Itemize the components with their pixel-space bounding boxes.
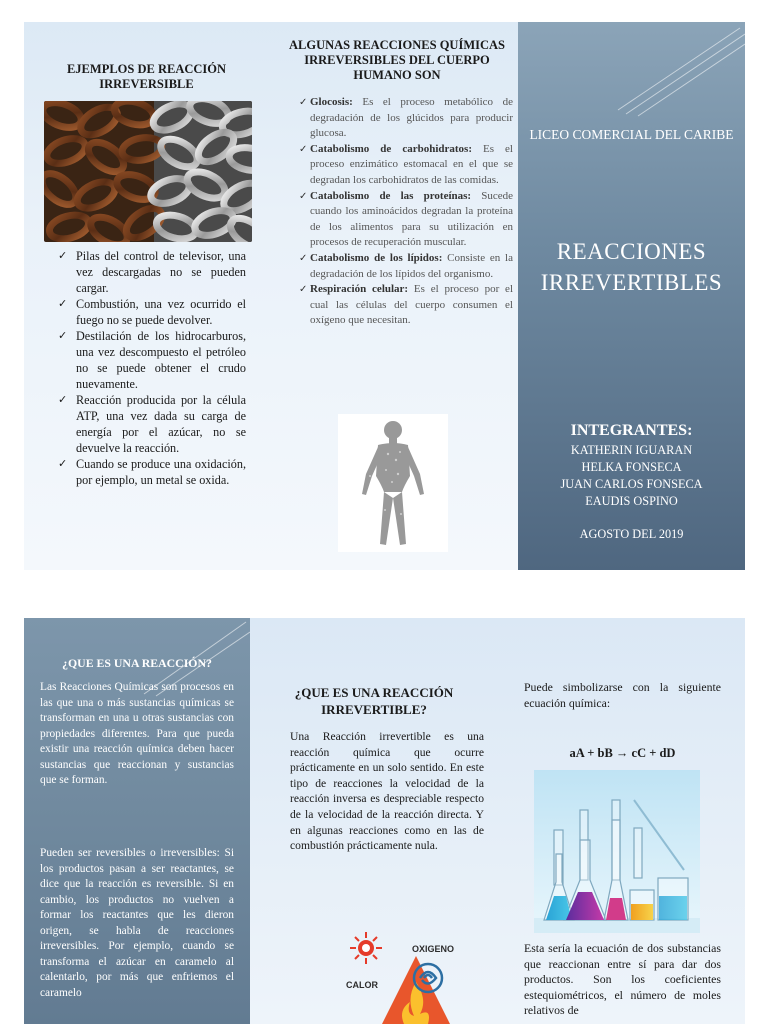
list-item: ✓ Pilas del control de televisor, una vez descargadas no se pueden cargar. [58, 249, 246, 295]
heat-label: CALOR [346, 980, 378, 990]
checkmark-icon: ✓ [58, 249, 68, 262]
member-name: KATHERIN IGUARAN [570, 443, 693, 457]
list-item: ✓ Cuando se produce una oxidación, por ejemplo, un metal se oxida. [58, 457, 246, 487]
irreversible-definition-text: Una Reacción irrevertible es una reacción química que ocurre prácticamente en un solo sentido. En este tipo de reacciones la velocidad de la reacción inversa es despreciable respecto de la velocidad de la reacción directa. Y en algunas reacciones como en las de combustión prácticamente nula. [290, 730, 484, 853]
date-text: AGOSTO DEL 2019 [579, 527, 684, 541]
equation-explanation-text: Esta sería la ecuación de dos substancias que reaccionan entre sí para dar dos productos. Son los coeficientes estequiométricos, el número de moles relativos de [524, 941, 721, 1018]
oxygen-label: OXIGENO [412, 944, 455, 954]
brochure-page-2 [24, 618, 745, 1024]
member-name: HELKA FONSECA [581, 460, 682, 474]
examples-title: EJEMPLOS DE REACCIÓN IRREVERSIBLE [66, 62, 227, 91]
brochure-title: REACCIONES IRREVERTIBLES [540, 239, 723, 295]
chains-image [44, 101, 252, 242]
checkmark-icon: ✓ [299, 143, 308, 155]
list-item: ✓ Reacción producida por la célula ATP, una vez dada su carga de energía por el azúcar, no se devuelve la reacción. [58, 393, 246, 455]
reversible-text: Pueden ser reversibles o irreversibles: Si los productos pasan a ser reactantes, se dice que la reacción es reversible. Si en cambio, los productos no vuelven a formar los reactantes que les dieron origen, se habla de reacciones irreversibles. Por ejemplo, cuando se transforma el azúcar en caramelo al calentarlo, por más que enfriemos el caramelo [40, 847, 234, 999]
school-name: LICEO COMERCIAL DEL CARIBE [529, 127, 734, 142]
members-title: INTEGRANTES: [570, 422, 693, 439]
list-item: ✓ Combustión, una vez ocurrido el fuego no se puede devolver. [58, 297, 246, 327]
checkmark-icon: ✓ [299, 252, 308, 264]
light-streaks-decoration [518, 22, 745, 142]
laboratory-flasks-image [534, 770, 700, 933]
reaction-definition-text: Las Reacciones Químicas son procesos en las que una o más sustancias químicas se transforman en una u otras sustancias con propiedades diferentes. Para que pueda existir una reacción química deben hacer sustancias que reaccionan y sustancias que se forman. [40, 681, 234, 786]
cover-panel [518, 22, 745, 570]
irreversible-definition-panel [250, 618, 494, 1024]
checkmark-icon: ✓ [299, 190, 308, 202]
body-reactions-panel [272, 22, 518, 570]
list-item: ✓ Glocosis: Es el proceso metabólico de degradación de los glúcidos para producir glucosa. [299, 96, 513, 140]
members-list [518, 442, 745, 510]
fire-triangle-graphic [320, 930, 490, 1024]
checkmark-icon: ✓ [58, 393, 68, 406]
what-is-reaction-title: ¿QUE ES UNA REACCIÓN? [62, 656, 212, 670]
body-reactions-list [299, 95, 513, 329]
equation-intro-text: Puede simbolizarse con la siguiente ecuación química: [524, 680, 721, 710]
checkmark-icon: ✓ [58, 457, 68, 470]
checkmark-icon: ✓ [299, 284, 308, 296]
body-reactions-title: ALGUNAS REACCIONES QUÍMICAS IRREVERSIBLES DEL CUERPO HUMANO SON [288, 38, 505, 82]
examples-list [58, 248, 246, 488]
irreversible-title: ¿QUE ES UNA REACCIÓN IRREVERTIBLE? [294, 685, 454, 717]
equation-panel [494, 618, 745, 1024]
what-is-reaction-panel [24, 618, 250, 1024]
human-figure-image [338, 414, 448, 552]
checkmark-icon: ✓ [299, 97, 308, 108]
list-item: ✓ Catabolismo de carbohidratos: Es el proceso enzimático estomacal en el que se degradan los carbohidratos de las comidas. [299, 142, 513, 186]
list-item: ✓ Catabolismo de las proteínas: Sucede cuando los aminoácidos degradan la proteína de los alimentos para su utilización en procesos de recuperación muscular. [299, 189, 513, 249]
checkmark-icon: ✓ [58, 329, 68, 342]
brochure-page-1 [24, 22, 745, 570]
checkmark-icon: ✓ [58, 297, 68, 310]
list-item: ✓ Destilación de los hidrocarburos, una vez descompuesto el petróleo no se puede obtener el crudo nuevamente. [58, 329, 246, 391]
chemical-equation: aA + bB → cC + dD [569, 746, 676, 760]
list-item: ✓ Respiración celular: Es el proceso por el cual las células del cuerpo consumen el oxígeno que necesitan. [299, 283, 513, 327]
member-name: JUAN CARLOS FONSECA [560, 477, 703, 491]
examples-panel [24, 22, 272, 570]
list-item: ✓ Catabolismo de los lípidos: Consiste en la degradación de los lípidos del organismo. [299, 251, 513, 280]
member-name: EAUDIS OSPINO [585, 494, 678, 508]
sun-icon [350, 932, 382, 964]
